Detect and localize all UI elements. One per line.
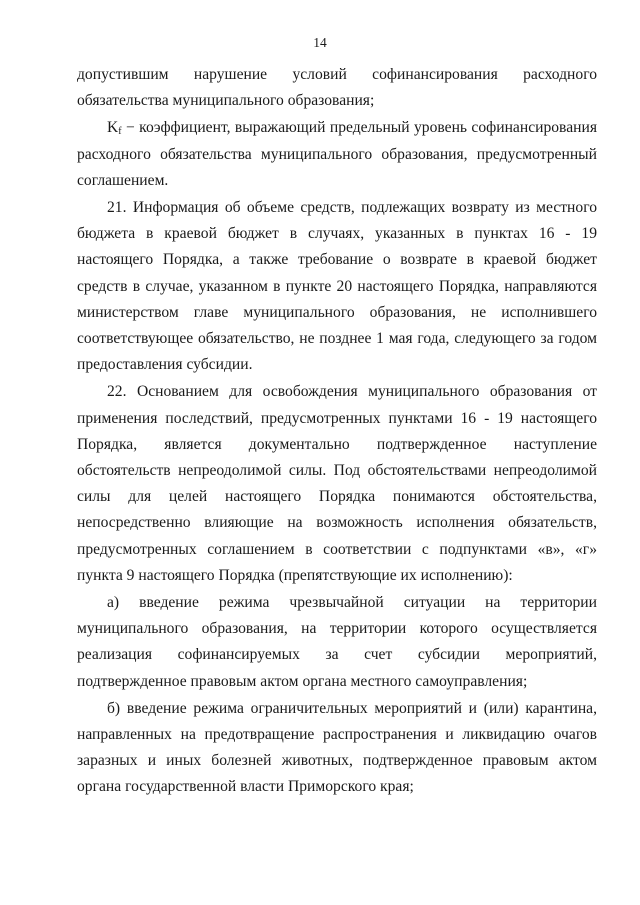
document-body <box>77 62 597 801</box>
paragraph-continuation: допустившим нарушение условий софинансирования расходного обязательства муниципального образования; <box>77 66 597 110</box>
page-number: 14 <box>313 35 327 50</box>
kf-subscript: f <box>118 126 122 138</box>
kf-text: − коэффициент, выражающий предельный уровень софинансирования расходного обязательства муниципального образования, предусмотренный соглашением. <box>77 119 597 189</box>
paragraph-kf-definition <box>77 115 597 194</box>
kf-symbol: K <box>107 119 119 137</box>
paragraph-22: 22. Основанием для освобождения муниципального образования от применения последствий, предусмотренных пунктами 16 - 19 настоящего Порядка, является документально подтвержденное наступление обстоятельств непреодолимой силы. Под обстоятельствами непреодолимой силы для целей настоящего Порядка понимаются обстоятельства, непосредственно влияющие на возможность исполнения обязательств, предусмотренных соглашением в соответствии с подпунктами «в», «г» пункта 9 настоящего Порядка (препятствующие их исполнению): <box>77 383 597 584</box>
paragraph-22-a: а) введение режима чрезвычайной ситуации на территории муниципального образования, на территории которого осуществляется реализация софинансируемых за счет субсидии мероприятий, подтвержденное правовым актом органа местного самоуправления; <box>77 594 597 690</box>
paragraph-22-b: б) введение режима ограничительных мероприятий и (или) карантина, направленных на предотвращение распространения и ликвидацию очагов заразных и иных болезней животных, подтвержденное правовым актом органа государственной власти Приморского края; <box>77 699 597 796</box>
paragraph-21: 21. Информация об объеме средств, подлежащих возврату из местного бюджета в краевой бюджет в случаях, указанных в пунктах 16 - 19 настоящего Порядка, а также требование о возврате в краевой бюджет средств в случае, указанном в пункте 20 настоящего Порядка, направляются министерством главе муниципального образования, не исполнившего соответствующее обязательство, не позднее 1 мая года, следующего за годом предоставления субсидии. <box>77 199 597 374</box>
